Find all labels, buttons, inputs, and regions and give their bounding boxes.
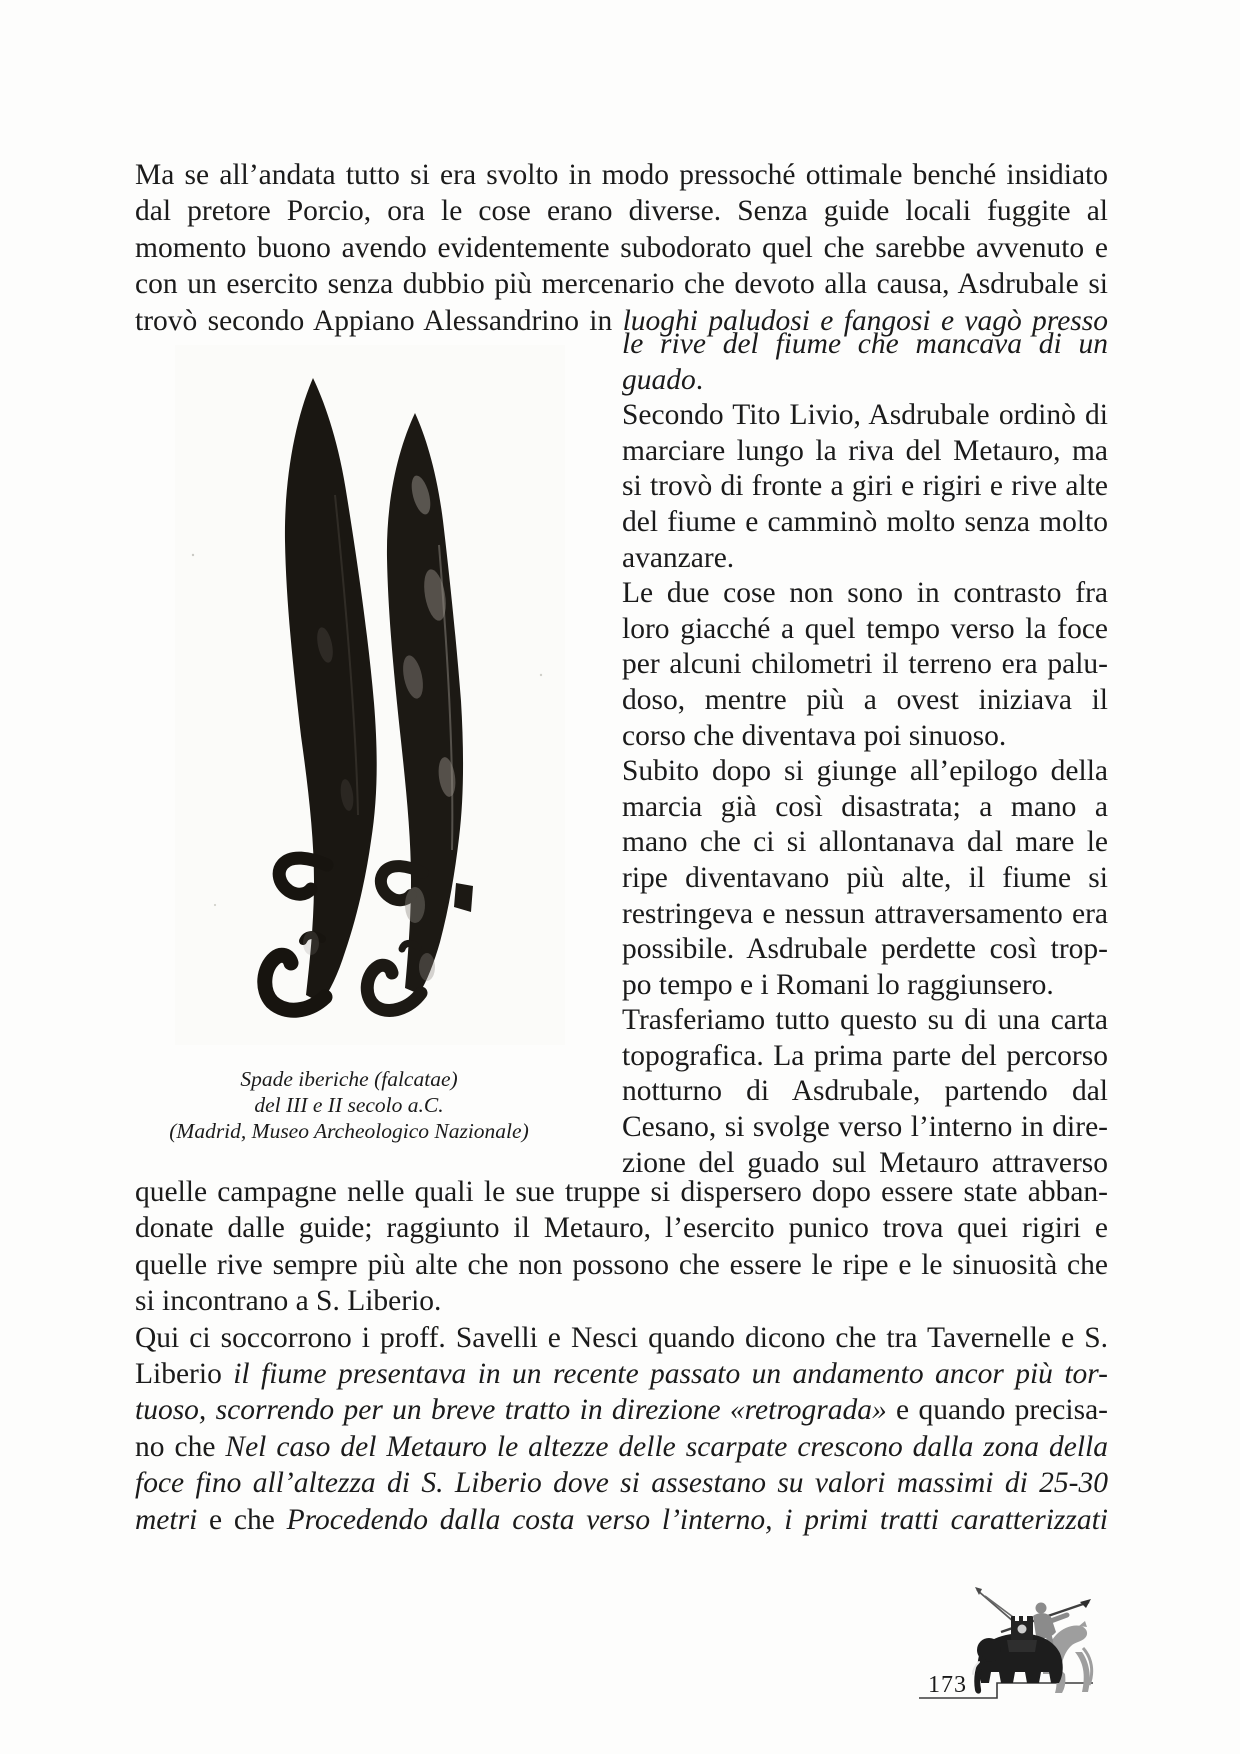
text-line: corso che diventava poi sinuoso. — [622, 719, 1007, 752]
text-line: loro giacché a quel tempo verso la foce — [622, 612, 1108, 645]
text-line: notturno di Asdrubale, partendo dal — [622, 1075, 1108, 1108]
text-line: mano che ci si allontanava dal mare le — [622, 826, 1108, 859]
text-line: quelle rive sempre più alte che non possono che essere le ripe e le sinuosità che — [135, 1248, 1108, 1281]
text-line: momento buono avendo evidentemente subodorato quel che sarebbe avvenuto e — [135, 231, 1108, 264]
falcata-swords-photo — [175, 345, 565, 1045]
text-line: per alcuni chilometri il terreno era palu- — [622, 648, 1108, 681]
text-line: Secondo Tito Livio, Asdrubale ordinò di — [622, 399, 1108, 432]
horse-icon — [1043, 1621, 1092, 1693]
text-line: Liberio il fiume presentava in un recente passato un andamento ancor più tor- — [135, 1358, 1108, 1391]
text-line: Trasferiamo tutto questo su di una carta — [622, 1004, 1108, 1037]
text-line: quelle campagne nelle quali le sue truppe si dispersero dopo essere state abban- — [135, 1176, 1108, 1208]
text-line: Cesano, si svolge verso l’interno in dire- — [622, 1111, 1108, 1144]
step-line — [919, 1683, 1093, 1698]
text-line: avanzare. — [622, 541, 735, 574]
falcata-photo-figure — [175, 345, 565, 1045]
text-line: Le due cose non sono in contrasto fra — [622, 577, 1108, 610]
page-number: 173 — [928, 1672, 967, 1698]
horseman-icon — [1033, 1603, 1067, 1660]
text-line: donate dalle guide; raggiunto il Metauro, l’esercito punico trova quei rigiri e — [135, 1212, 1108, 1245]
text-line: le rive del fiume che mancava di un — [622, 328, 1108, 360]
text-line: doso, mentre più a ovest iniziava il — [622, 683, 1108, 716]
text-line: foce fino all’altezza di S. Liberio dove si assestano su valori massimi di 25-30 — [135, 1467, 1108, 1500]
text-line: del III e II secolo a.C. — [254, 1093, 444, 1117]
text-line: Ma se all’andata tutto si era svolto in modo pressoché ottimale benché insidiato — [135, 159, 1108, 191]
howdah-icon — [1007, 1616, 1037, 1652]
text-line: po tempo e i Romani lo raggiunsero. — [622, 968, 1054, 1001]
text-line: con un esercito senza dubbio più mercenario che devoto alla causa, Asdrubale si — [135, 268, 1108, 301]
text-line: del fiume e camminò molto senza molto — [622, 505, 1108, 538]
text-line: guado. — [622, 363, 704, 396]
text-line: tuoso, scorrendo per un breve tratto in direzione «retrograda» e quando precisa- — [135, 1394, 1108, 1427]
war-elephant-vignette-icon — [915, 1582, 1115, 1707]
lances-icon — [975, 1587, 1025, 1628]
text-line: ripe diventavano più alte, il fiume si — [622, 861, 1108, 894]
text-line: no che Nel caso del Metauro le altezze delle scarpate crescono dalla zona della — [135, 1430, 1109, 1463]
elephant-icon — [973, 1633, 1063, 1693]
text-line: possibile. Asdrubale perdette così trop- — [622, 933, 1108, 966]
figure-caption — [133, 1066, 565, 1144]
text-line: Spade iberiche (falcatae) — [240, 1067, 458, 1091]
text-line: Qui ci soccorrono i proff. Savelli e Nesci quando dicono che tra Tavernelle e S. — [135, 1321, 1108, 1354]
text-line: si trovò di fronte a giri e rigiri e rive alte — [622, 470, 1108, 503]
text-line: si incontrano a S. Liberio. — [135, 1285, 442, 1318]
paragraph-bottom — [135, 1174, 1108, 1538]
paragraph-top — [135, 157, 1108, 339]
text-line: metri e che Procedendo dalla costa verso l’interno, i primi tratti caratterizzati — [135, 1503, 1108, 1536]
text-line: restringeva e nessun attraversamento era — [622, 897, 1108, 930]
text-line: marciare lungo la riva del Metauro, ma — [622, 434, 1108, 467]
shield-emblem-icon — [1018, 1625, 1027, 1634]
text-line: topografica. La prima parte del percorso — [622, 1039, 1108, 1072]
text-line: (Madrid, Museo Archeologico Nazionale) — [169, 1119, 529, 1143]
paragraph-column-right — [622, 327, 1108, 1181]
tusk-icon — [973, 1662, 979, 1674]
text-line: dal pretore Porcio, ora le cose erano diverse. Senza guide locali fuggite al — [135, 195, 1108, 228]
spear-icon — [1001, 1599, 1091, 1632]
text-line: marcia già così disastrata; a mano a — [622, 790, 1108, 823]
text-line: trovò secondo Appiano Alessandrino in luoghi paludosi e fangosi e vagò presso — [135, 304, 1108, 337]
text-line: zione del guado sul Metauro attraverso — [622, 1146, 1108, 1179]
text-line: Subito dopo si giunge all’epilogo della — [622, 755, 1108, 788]
